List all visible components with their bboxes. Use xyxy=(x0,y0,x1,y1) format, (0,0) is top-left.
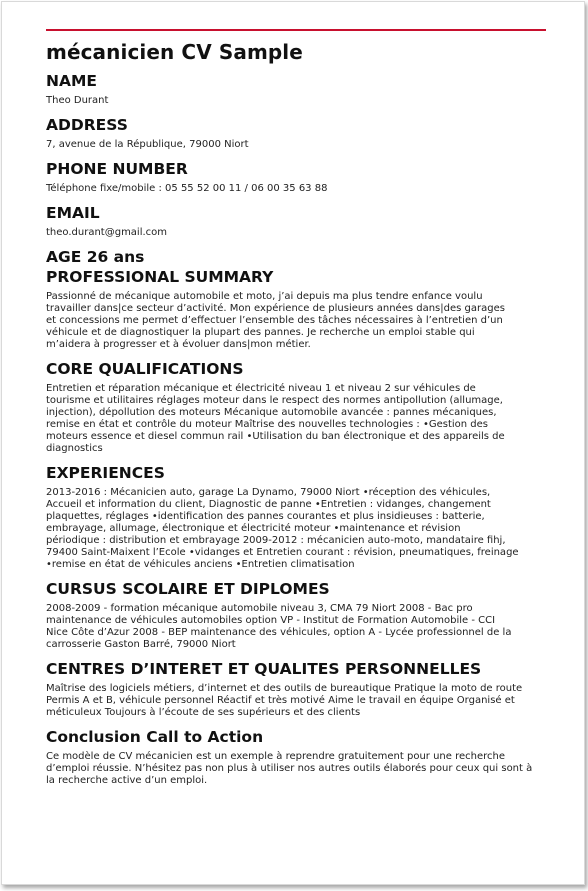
section-summary xyxy=(46,267,546,351)
section-conclusion xyxy=(46,727,546,787)
paragraph-line: moteurs essence et diesel commun rail •Utilisation du ban électronique et des appareils de xyxy=(46,431,505,442)
paragraph-line: d’emploi réussie. N’hésitez pas non plus à utiliser nos autres outils élaborés pour ceux qui sont à xyxy=(46,763,533,774)
paragraph-line: tourisme et utilitaires réglages moteur dans le respect des normes antipollution (allumage, xyxy=(46,395,503,406)
section-heading: NAME xyxy=(46,72,97,90)
section-heading: EMAIL xyxy=(46,204,100,222)
paragraph-line: et concessions me permet d’effectuer l’ensemble des tâches nécessaires à l’entretien d’un xyxy=(46,315,503,326)
paragraph-line: Entretien et réparation mécanique et électricité niveau 1 et niveau 2 sur véhicules de xyxy=(46,383,476,394)
paragraph-line: la recherche active d’un emploi. xyxy=(46,775,208,786)
paragraph-line: m’aidera à progresser et à évoluer dans|mon métier. xyxy=(46,339,311,350)
section-heading: EXPERIENCES xyxy=(46,464,165,482)
paragraph-line: Nice Côte d’Azur 2008 - BEP maintenance des véhicules, option A - Lycée professionnel de la xyxy=(46,627,512,638)
paragraph-line: travailler dans|ce secteur d’activité. Mon expérience de plusieurs années dans|des garages xyxy=(46,303,505,314)
address-value: 7, avenue de la République, 79000 Niort xyxy=(46,139,249,150)
section-heading: PROFESSIONAL SUMMARY xyxy=(46,268,274,286)
paragraph-line: embrayage, allumage, électronique et électricité moteur •maintenance et révision xyxy=(46,523,461,534)
cv-title: mécanicien CV Sample xyxy=(46,40,303,64)
paragraph-line: périodique : distribution et embrayage 2009-2012 : mécanicien auto-moto, mandataire fihj, xyxy=(46,535,506,546)
accent-rule xyxy=(46,29,546,31)
section-heading: Conclusion Call to Action xyxy=(46,728,264,746)
paragraph-line: carrosserie Gaston Barré, 79000 Niort xyxy=(46,639,236,650)
section-heading: CENTRES D’INTERET ET QUALITES PERSONNELLES xyxy=(46,660,482,678)
paragraph-line: Ce modèle de CV mécanicien est un exemple à reprendre gratuitement pour une recherche xyxy=(46,751,505,762)
section-heading: CURSUS SCOLAIRE ET DIPLOMES xyxy=(46,580,330,598)
section-experiences xyxy=(46,463,546,571)
paragraph-line: •remise en état de véhicules anciens •Entretien climatisation xyxy=(46,559,355,570)
section-heading: PHONE NUMBER xyxy=(46,160,188,178)
paragraph-line: méticuleux Toujours à l’écoute de ses supérieurs et des clients xyxy=(46,707,361,718)
paragraph-line: 2013-2016 : Mécanicien auto, garage La Dynamo, 79000 Niort •réception des véhicules, xyxy=(46,487,491,498)
phone-value: Téléphone fixe/mobile : 05 55 52 00 11 / 06 00 35 63 88 xyxy=(46,183,328,194)
name-value: Theo Durant xyxy=(46,95,109,106)
section-heading: ADDRESS xyxy=(46,116,128,134)
section-name xyxy=(46,71,546,107)
cv-content xyxy=(46,39,546,787)
section-interests xyxy=(46,659,546,719)
section-address xyxy=(46,115,546,151)
section-heading: CORE QUALIFICATIONS xyxy=(46,360,244,378)
paragraph-line: injection), dépollution des moteurs Mécanique automobile avancée : pannes mécaniques, xyxy=(46,407,497,418)
paragraph-line: Accueil et information du client, Diagnostic de panne •Entretien : vidanges, changement xyxy=(46,499,491,510)
email-value: theo.durant@gmail.com xyxy=(46,227,168,238)
paragraph-line: 2008-2009 - formation mécanique automobile niveau 3, CMA 79 Niort 2008 - Bac pro xyxy=(46,603,473,614)
paragraph-line: 79400 Saint-Maixent l’Ecole •vidanges et Entretien courant : révision, pneumatiques, freinage xyxy=(46,547,519,558)
section-email xyxy=(46,203,546,239)
paragraph-line: maintenance de véhicules automobiles option VP - Institut de Formation Automobile - CCI xyxy=(46,615,496,626)
paragraph-line: remise en état et contrôle du moteur Maîtrise des nouvelles technologies : •Gestion des xyxy=(46,419,489,430)
section-heading: AGE 26 ans xyxy=(46,248,145,266)
paragraph-line: plaquettes, réglages •identification des pannes courantes et plus insidieuses : batterie, xyxy=(46,511,485,522)
paragraph-line: véhicule et de diagnostiquer la plupart des pannes. Je recherche un emploi stable qui xyxy=(46,327,475,338)
paragraph-line: Passionné de mécanique automobile et moto, j’ai depuis ma plus tendre enfance voulu xyxy=(46,291,483,302)
paragraph-line: diagnostics xyxy=(46,443,103,454)
paragraph-line: Maîtrise des logiciels métiers, d’internet et des outils de bureautique Pratique la moto de route xyxy=(46,683,523,694)
cv-page xyxy=(1,1,585,885)
section-qualifications xyxy=(46,359,546,455)
section-phone xyxy=(46,159,546,195)
section-age xyxy=(46,247,546,267)
paragraph-line: Permis A et B, véhicule personnel Réactif et très motivé Aime le travail en équipe Organisé et xyxy=(46,695,515,706)
section-education xyxy=(46,579,546,651)
